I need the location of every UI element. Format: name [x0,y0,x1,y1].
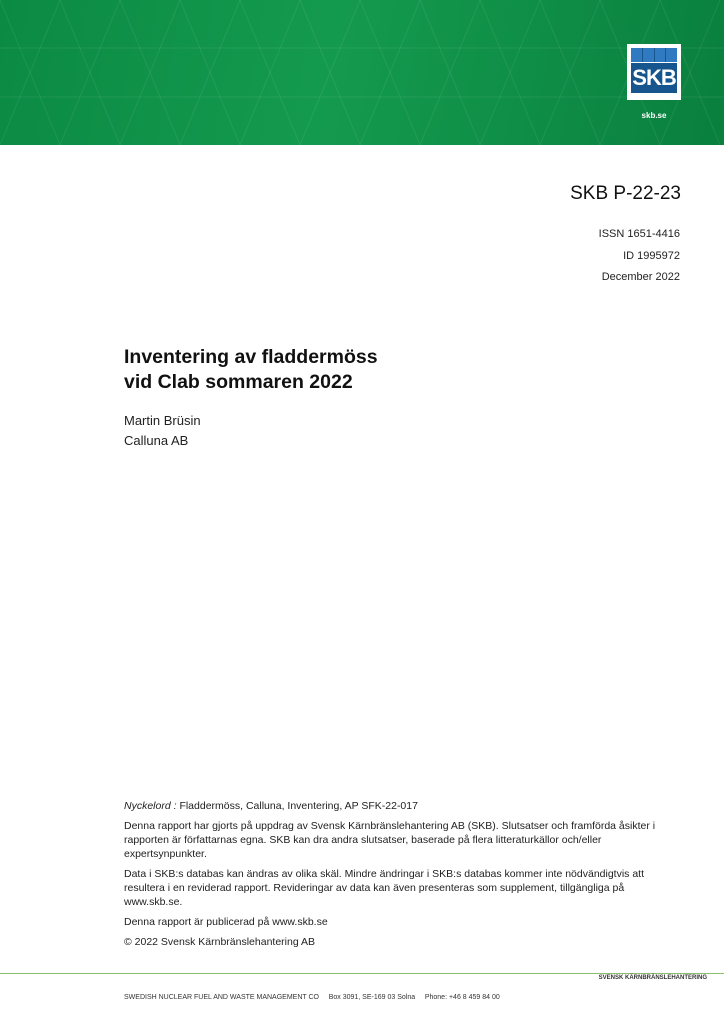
publication-date: December 2022 [601,271,680,283]
author-affiliation: Calluna AB [124,433,189,448]
author-name: Martin Brüsin [124,413,201,428]
footer-divider [0,973,724,974]
disclaimer-paragraph: Denna rapport har gjorts på uppdrag av Svensk Kärnbränslehantering AB (SKB). Slutsatser och framförda åsikter i rapporten är författarnas egna. SKB kan dra andra slutsatser, baserade på flera litteraturkällor och/eller expertsynpunkter. [124,820,656,860]
logo-url: skb.se [641,111,667,120]
footer-organization: SVENSK KÄRNBRÄNSLEHANTERING [598,975,707,981]
issn: ISSN 1651-4416 [598,228,680,240]
footer-address: SWEDISH NUCLEAR FUEL AND WASTE MANAGEMENT CO Box 3091, SE-169 03 Solna Phone: +46 8 459 84 00 [124,994,500,1001]
report-meta [599,224,680,289]
report-notes [124,799,664,955]
title-line-1: Inventering av fladdermöss [124,346,378,368]
keywords-label: Nyckelord : [124,800,177,812]
document-id: ID 1995972 [623,249,680,262]
report-title [124,345,378,395]
keywords: Fladdermöss, Calluna, Inventering, AP SFK-22-017 [179,800,418,812]
logo-blocks [631,48,677,62]
keywords-line [124,799,664,813]
publication-note: Denna rapport är publicerad på www.skb.se [124,916,328,928]
report-number: SKB P-22-23 [570,183,681,204]
authors [124,411,201,451]
triangle-pattern [0,0,724,145]
title-line-2: vid Clab sommaren 2022 [124,371,353,393]
header-banner [0,0,724,145]
logo-text: SKB [631,63,677,93]
database-paragraph: Data i SKB:s databas kan ändras av olika skäl. Mindre ändringar i SKB:s databas kommer inte nödvändigtvis att resultera i en reviderad rapport. Revideringar av data kan även presenteras som supplement, tillgängliga på www.skb.se. [124,868,645,908]
skb-logo [627,44,681,100]
copyright: © 2022 Svensk Kärnbränslehantering AB [124,936,316,948]
